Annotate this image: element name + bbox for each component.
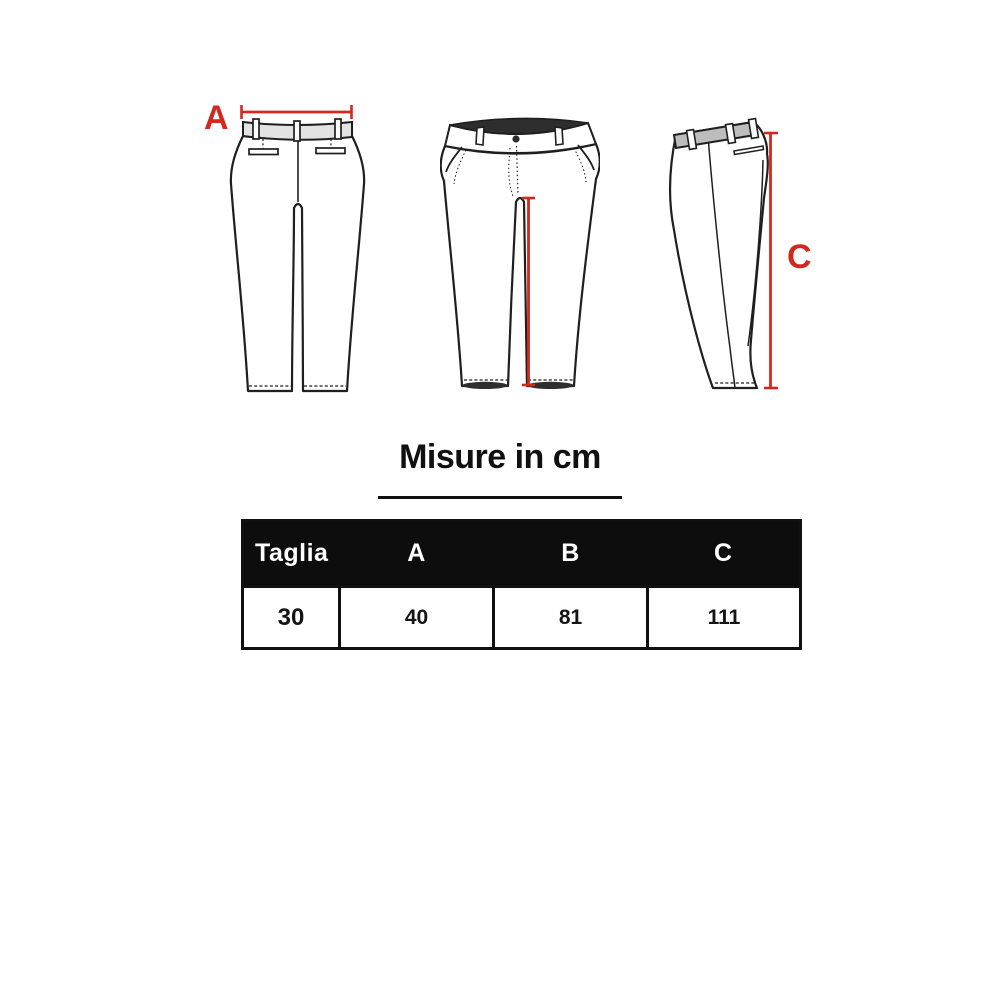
- front-hem-dark: [462, 382, 573, 389]
- size-table-header-taglia: Taglia: [243, 521, 340, 587]
- title-underline: [378, 496, 622, 499]
- measurement-label-c: C: [787, 238, 812, 276]
- size-table-cell-b: 81: [494, 587, 648, 649]
- measurement-label-a: A: [204, 99, 229, 137]
- size-table-header-row: [243, 521, 801, 587]
- waist-button: [512, 135, 519, 142]
- size-table-cell-taglia: 30: [243, 587, 340, 649]
- pants-back-view-drawing: [218, 98, 374, 398]
- size-table-cell-a: 40: [340, 587, 494, 649]
- size-table-header-b: B: [494, 521, 648, 587]
- size-table-header-a: A: [340, 521, 494, 587]
- measurement-line-a: [241, 105, 352, 119]
- size-table-row-30: [243, 587, 801, 649]
- pants-front-view-drawing: [440, 98, 600, 398]
- size-table-cell-c: 111: [648, 587, 801, 649]
- size-table: [241, 519, 802, 650]
- page-title: Misure in cm: [399, 438, 601, 476]
- pants-front-body: [441, 144, 600, 386]
- pants-side-view-drawing: [660, 98, 820, 398]
- size-table-header-c: C: [648, 521, 801, 587]
